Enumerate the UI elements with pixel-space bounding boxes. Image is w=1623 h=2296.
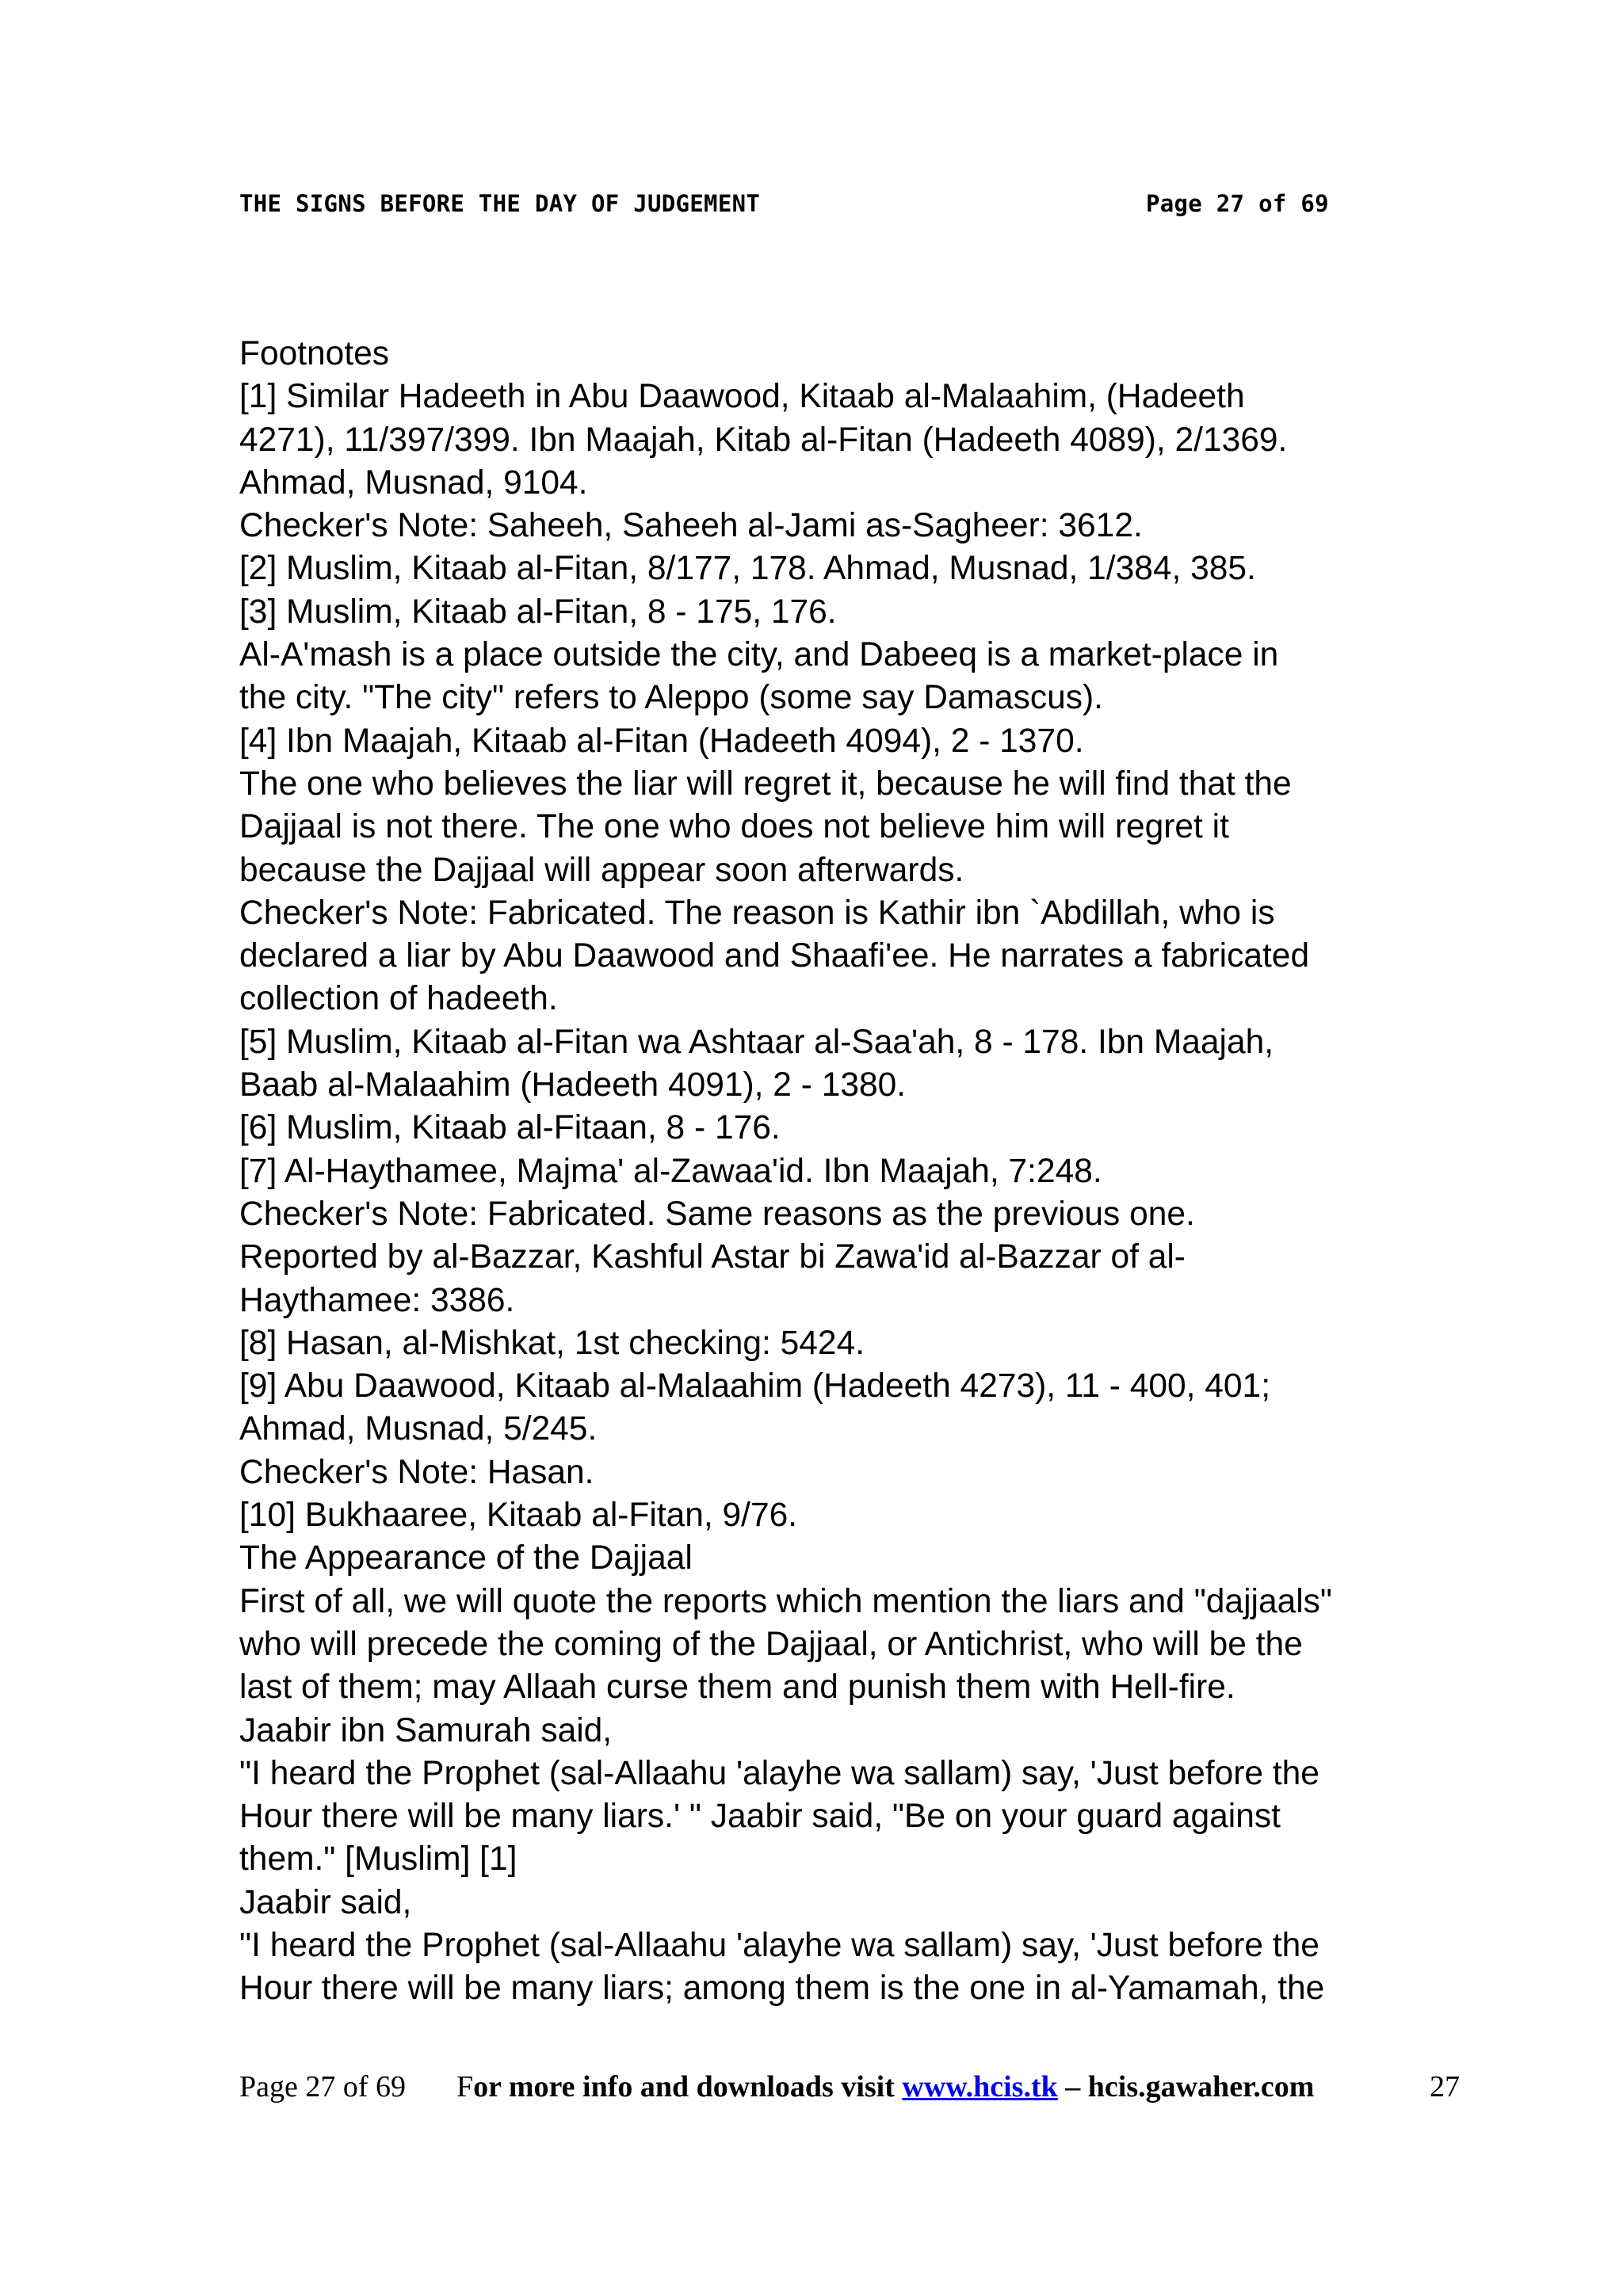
text-line: Dajjaal is not there. The one who does not believe him will regret it [239,808,1229,846]
text-line: collection of hadeeth. [239,980,558,1018]
text-line: Footnotes [239,335,390,372]
text-line: The Appearance of the Dajjaal [239,1539,693,1577]
header-page-info: Page 27 of 69 [1146,190,1329,217]
document-title: THE SIGNS BEFORE THE DAY OF JUDGEMENT [239,190,761,217]
text-line: Baab al-Malaahim (Hadeeth 4091), 2 - 1380. [239,1066,907,1104]
footer-page-label: Page 27 of 69 [239,2070,407,2103]
footer-page-number: 27 [1430,2070,1460,2103]
text-line: The one who believes the liar will regret it, because he will find that the [239,765,1292,803]
text-line: Checker's Note: Hasan. [239,1453,594,1491]
text-line: who will precede the coming of the Dajjaal, or Antichrist, who will be the [239,1625,1303,1663]
document-body [239,333,1476,2011]
footer-info-text: or more info and downloads visit [473,2070,903,2103]
text-line: [6] Muslim, Kitaab al-Fitaan, 8 - 176. [239,1109,781,1147]
text-line: [4] Ibn Maajah, Kitaab al-Fitan (Hadeeth 4094), 2 - 1370. [239,722,1084,760]
text-line: "I heard the Prophet (sal-Allaahu 'alayhe wa sallam) say, 'Just before the [239,1754,1319,1792]
text-line: [8] Hasan, al-Mishkat, 1st checking: 5424. [239,1324,865,1362]
text-line: them." [Muslim] [1] [239,1840,517,1878]
text-line: because the Dajjaal will appear soon afterwards. [239,851,964,889]
text-line: First of all, we will quote the reports which mention the liars and "dajjaals" [239,1582,1333,1620]
text-line: [2] Muslim, Kitaab al-Fitan, 8/177, 178. Ahmad, Musnad, 1/384, 385. [239,550,1256,588]
text-line: [7] Al-Haythamee, Majma' al-Zawaa'id. Ibn Maajah, 7:248. [239,1152,1102,1190]
page-header [239,190,1357,222]
text-line: 4271), 11/397/399. Ibn Maajah, Kitab al-Fitan (Hadeeth 4089), 2/1369. [239,421,1288,459]
text-line: "I heard the Prophet (sal-Allaahu 'alayhe wa sallam) say, 'Just before the [239,1926,1319,1964]
text-line: Jaabir ibn Samurah said, [239,1711,613,1749]
text-line: declared a liar by Abu Daawood and Shaafi'ee. He narrates a fabricated [239,937,1310,975]
text-line: Checker's Note: Fabricated. Same reasons as the previous one. [239,1195,1195,1233]
text-line: Reported by al-Bazzar, Kashful Astar bi Zawa'id al-Bazzar of al- [239,1238,1186,1276]
footer-info-suffix: – hcis.gawaher.com [1057,2070,1315,2103]
text-line: Haythamee: 3386. [239,1281,515,1319]
text-line: Ahmad, Musnad, 5/245. [239,1410,598,1448]
text-line: last of them; may Allaah curse them and punish them with Hell-fire. [239,1669,1235,1707]
text-line: [5] Muslim, Kitaab al-Fitan wa Ashtaar al-Saa'ah, 8 - 178. Ibn Maajah, [239,1023,1274,1061]
text-line: [1] Similar Hadeeth in Abu Daawood, Kitaab al-Malaahim, (Hadeeth [239,378,1245,416]
text-line: Hour there will be many liars.' " Jaabir said, "Be on your guard against [239,1798,1281,1836]
text-line: Al-A'mash is a place outside the city, and Dabeeq is a market-place in [239,636,1279,674]
text-line: Checker's Note: Fabricated. The reason is Kathir ibn `Abdillah, who is [239,894,1275,932]
footer-info [456,2069,1314,2104]
text-line: [9] Abu Daawood, Kitaab al-Malaahim (Hadeeth 4273), 11 - 400, 401; [239,1367,1271,1405]
text-line: [10] Bukhaaree, Kitaab al-Fitan, 9/76. [239,1497,798,1535]
page-footer [239,2069,1460,2109]
website-link[interactable]: www.hcis.tk [902,2070,1058,2103]
text-line: Jaabir said, [239,1883,412,1921]
footer-info-prefix: F [456,2070,474,2103]
text-line: Checker's Note: Saheeh, Saheeh al-Jami as-Sagheer: 3612. [239,507,1143,545]
text-line: the city. "The city" refers to Aleppo (some say Damascus). [239,679,1103,717]
text-line: [3] Muslim, Kitaab al-Fitan, 8 - 175, 176. [239,593,837,631]
text-line: Ahmad, Musnad, 9104. [239,463,588,502]
text-line: Hour there will be many liars; among them is the one in al-Yamamah, the [239,1970,1325,2008]
